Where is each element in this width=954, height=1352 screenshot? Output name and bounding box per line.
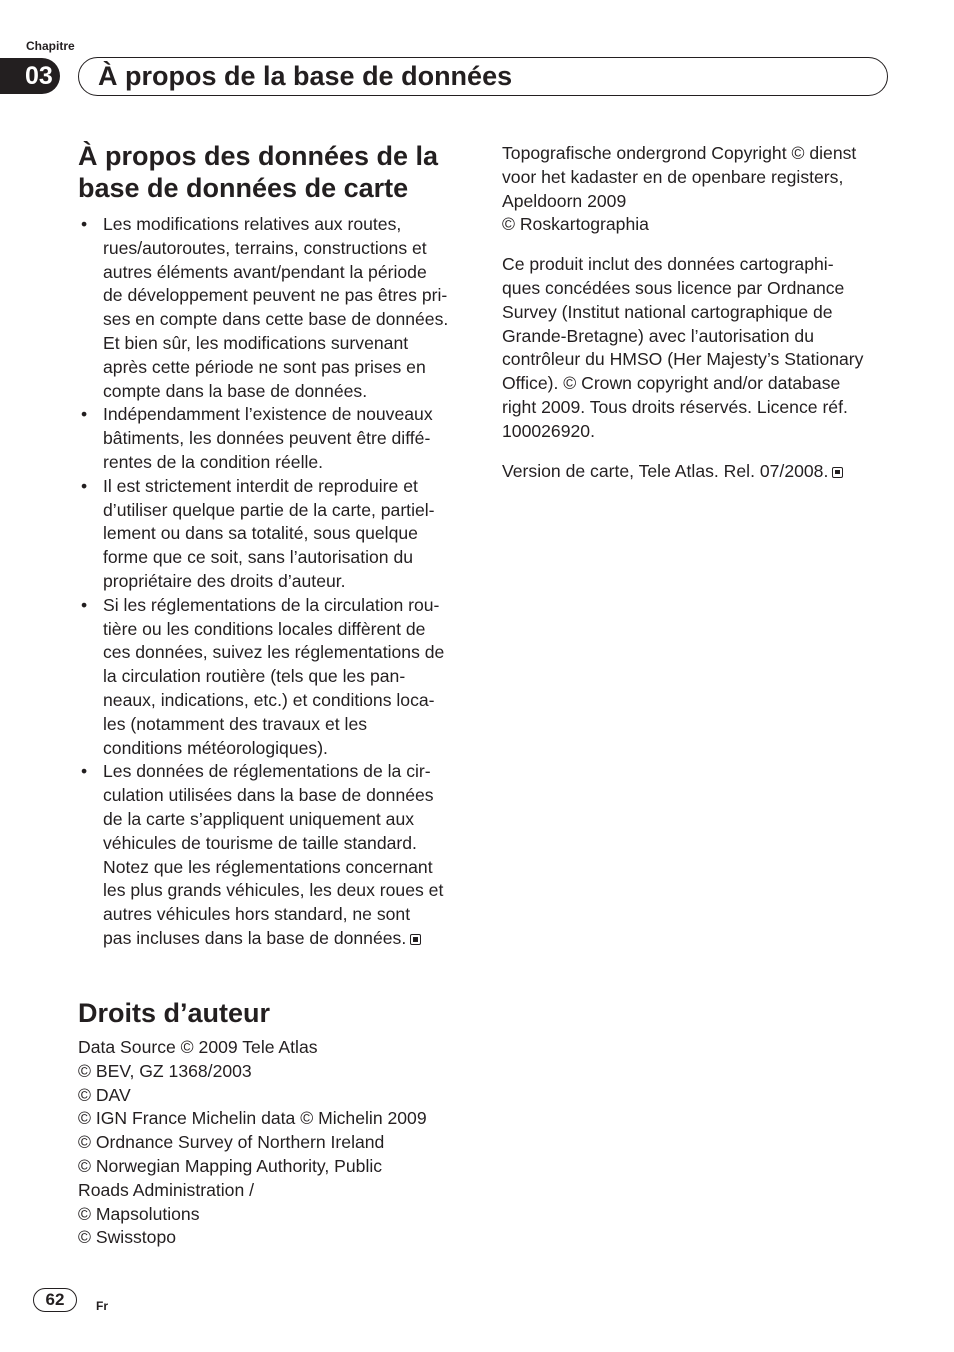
text-line: Survey (Institut national cartographique de [502, 301, 833, 322]
bullet-icon: • [81, 761, 88, 782]
bullet-icon: • [81, 404, 88, 425]
page-number: 62 [33, 1288, 77, 1312]
text-line: rentes de la condition réelle. [103, 451, 324, 472]
text-line: 100026920. [502, 420, 595, 441]
text-line: Grande-Bretagne) avec l’autorisation du [502, 325, 814, 346]
text-line: Les modifications relatives aux routes, [103, 214, 402, 234]
copyright-list [78, 1036, 478, 1250]
text-line: compte dans la base de données. [103, 380, 368, 401]
section-title-line-2: base de données de carte [78, 173, 409, 203]
text-line: right 2009. Tous droits réservés. Licence réf. [502, 396, 848, 417]
copyright-line: © Ordnance Survey of Northern Ireland [78, 1132, 385, 1153]
text-line: pas incluses dans la base de données. [103, 927, 407, 948]
copyright-line: © Norwegian Mapping Authority, Public [78, 1155, 383, 1176]
copyright-line: Roads Administration / [78, 1179, 255, 1200]
list-item [78, 213, 470, 403]
text-line: Ce produit inclut des données cartographi- [502, 254, 834, 275]
bullet-list [78, 213, 470, 951]
copyright-line: © Swisstopo [78, 1227, 177, 1248]
paragraph-topografische [502, 142, 902, 237]
text-line: Apeldoorn 2009 [502, 190, 627, 211]
text-line: rues/autoroutes, terrains, constructions et [103, 237, 427, 258]
text-line: Indépendamment l’existence de nouveaux [103, 404, 433, 425]
text-line: Les données de réglementations de la cir- [103, 761, 431, 782]
text-line: Si les réglementations de la circulation rou- [103, 594, 440, 615]
text-line: Et bien sûr, les modifications survenant [103, 332, 409, 353]
text-line: les plus grands véhicules, les deux roues et [103, 880, 444, 901]
section-title-line-1: À propos des données de la [78, 141, 439, 171]
text-line: Il est strictement interdit de reproduire et [103, 475, 418, 496]
text-line: de développement peuvent ne pas êtres pri- [103, 285, 448, 306]
copyright-line: © BEV, GZ 1368/2003 [78, 1060, 252, 1081]
left-column [78, 140, 470, 951]
text-line: bâtiments, les données peuvent être diffé- [103, 428, 431, 449]
copyright-line: © DAV [78, 1084, 131, 1105]
text-line: ces données, suivez les réglementations de [103, 642, 445, 663]
text-line: Topografische ondergrond Copyright © dienst [502, 143, 857, 163]
end-of-section-icon [832, 467, 843, 478]
text-line: les (notamment des travaux et les [103, 713, 368, 734]
text-line: de la carte s’appliquent uniquement aux [103, 808, 415, 829]
bullet-icon: • [81, 475, 88, 496]
text-line: d’utiliser quelque partie de la carte, partiel- [103, 499, 435, 520]
paragraph-ordnance-survey [502, 253, 902, 443]
section-title-copyright: Droits d’auteur [78, 998, 271, 1028]
bullet-icon: • [81, 214, 88, 234]
text-line: propriétaire des droits d’auteur. [103, 570, 346, 591]
text-line: Notez que les réglementations concernant [103, 856, 433, 877]
right-column [502, 142, 902, 499]
chapter-number-badge: 03 [0, 58, 60, 94]
text-line: après cette période ne sont pas prises en [103, 356, 426, 377]
language-code: Fr [96, 1299, 108, 1313]
text-line: conditions météorologiques). [103, 737, 328, 758]
list-item [78, 760, 470, 950]
text-line: la circulation routière (tels que les pan- [103, 666, 406, 687]
copyright-line: © IGN France Michelin data © Michelin 2009 [78, 1108, 427, 1129]
text-line: Version de carte, Tele Atlas. Rel. 07/2008. [502, 460, 829, 481]
list-item [78, 475, 470, 594]
text-line: culation utilisées dans la base de données [103, 785, 434, 806]
text-line: © Roskartographia [502, 214, 649, 235]
text-line: contrôleur du HMSO (Her Majesty’s Stationary [502, 349, 864, 370]
chapter-title-bar [78, 57, 888, 96]
text-line: ses en compte dans cette base de données. [103, 309, 449, 330]
copyright-line: © Mapsolutions [78, 1203, 200, 1224]
list-item [78, 594, 470, 761]
text-line: Office). © Crown copyright and/or database [502, 373, 841, 394]
bullet-icon: • [81, 594, 88, 615]
text-line: voor het kadaster en de openbare registers, [502, 166, 844, 187]
text-line: ques concédées sous licence par Ordnance [502, 277, 845, 298]
chapter-title: À propos de la base de données [98, 61, 513, 91]
chapitre-label: Chapitre [26, 39, 75, 53]
copyright-line: Data Source © 2009 Tele Atlas [78, 1037, 318, 1057]
section-title-map-data [78, 140, 470, 204]
text-line: tière ou les conditions locales diffèrent de [103, 618, 426, 639]
text-line: lement ou dans sa totalité, sous quelque [103, 523, 418, 544]
text-line: neaux, indications, etc.) et conditions loca- [103, 689, 435, 710]
paragraph-map-version [502, 460, 902, 484]
text-line: autres éléments avant/pendant la période [103, 261, 427, 282]
text-line: autres véhicules hors standard, ne sont [103, 904, 411, 925]
list-item [78, 403, 470, 474]
end-of-section-icon [410, 934, 421, 945]
text-line: véhicules de tourisme de taille standard. [103, 832, 417, 853]
text-line: forme que ce soit, sans l’autorisation du [103, 547, 414, 568]
